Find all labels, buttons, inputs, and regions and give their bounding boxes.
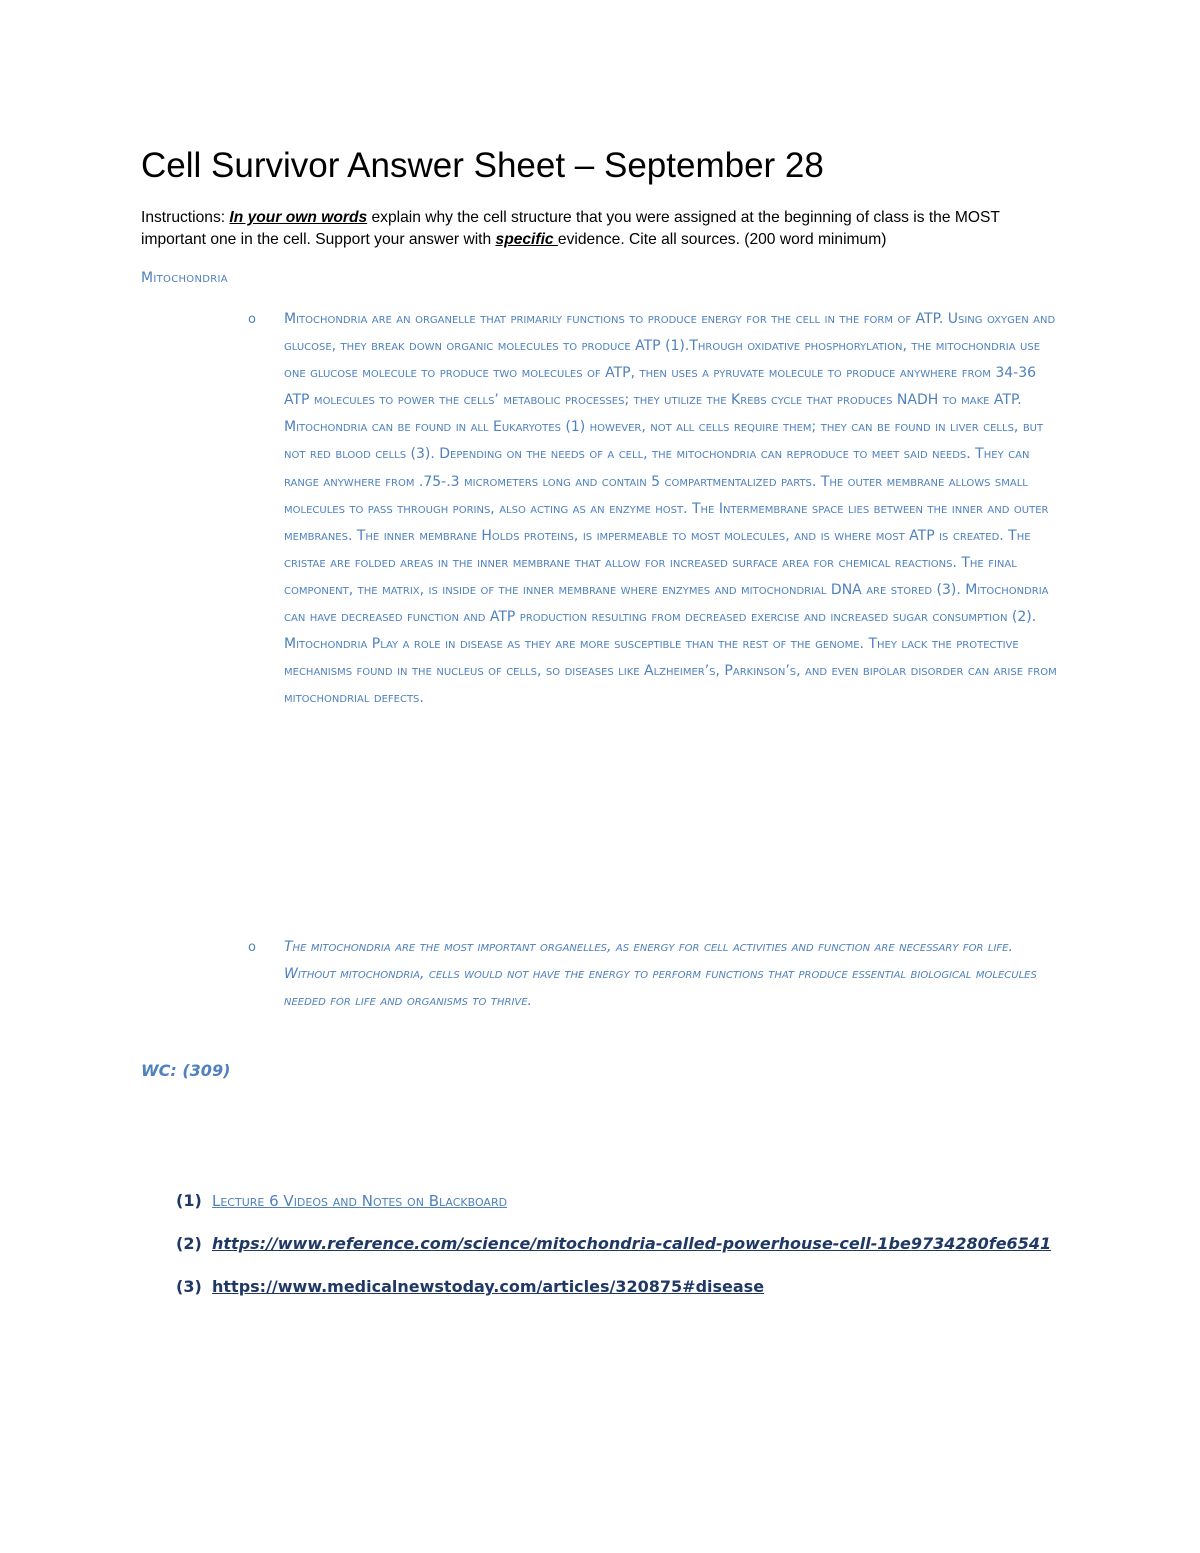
source-number: (2) (176, 1234, 202, 1253)
answer-paragraph-1: Mitochondria are an organelle that primarily functions to produce energy for the cell in the form of ATP. Using oxygen and glucose, they break down organic molecules to produce ATP (1).Through oxidative phosphorylation, the mitochondria use one glucose molecule to produce two molecules of ATP, then uses a pyruvate molecule to produce anywhere from 34-36 ATP molecules to power the cells’ metabolic processes; they utilize the Krebs cycle that produces NADH to make ATP. Mitochondria can be found in all Eukaryotes (1) however, not all cells require them; they can be found in liver cells, but not red blood cells (3). Depending on the needs of a cell, the mitochondria can reproduce to meet said needs. They can range anywhere from .75-.3 micrometers long and contain 5 compartmentalized parts. The outer membrane allows small molecules to pass through porins, also acting as an enzyme host. The Intermembrane space lies between the inner and outer membranes. The inner membrane Holds proteins, is impermeable to most molecules, and is where most ATP is created. The cristae are folded areas in the inner membrane that allow for increased surface area for chemical reactions. The final component, the matrix, is inside of the inner membrane where enzymes and mitochondrial DNA are stored (3). Mitochondria can have decreased function and ATP production resulting from decreased exercise and increased sugar consumption (2). Mitochondria Play a role in disease as they are more susceptible than the rest of the genome. They lack the protective mechanisms found in the nucleus of cells, so diseases like Alzheimer’s, Parkinson’s, and even bipolar disorder can arise from mitochondrial defects. (284, 311, 1057, 707)
source-number: (3) (176, 1277, 202, 1296)
bullet-marker-2: o (248, 940, 256, 955)
source-link-medicalnewstoday[interactable]: https://www.medicalnewstoday.com/articles/320875#disease (212, 1277, 765, 1296)
answer-paragraph-2: The mitochondria are the most important organelles, as energy for cell activities and function are necessary for life. Without mitochondria, cells would not have the energy to perform functions that produce essential biological molecules needed for life and organisms to thrive. (284, 939, 1037, 1010)
source-item (176, 1272, 1051, 1315)
page-title: Cell Survivor Answer Sheet – September 28 (141, 146, 824, 185)
instructions-emphasis-own-words: In your own words (229, 209, 368, 226)
source-link-lecture[interactable]: Lecture 6 Videos and Notes on Blackboard (212, 1192, 508, 1210)
instructions-text-2: evidence. Cite all sources. (200 word minimum) (557, 231, 887, 248)
instructions-label: Instructions: (141, 209, 230, 226)
source-item (176, 1186, 1051, 1229)
sources-list (176, 1186, 1051, 1315)
source-link-reference[interactable]: https://www.reference.com/science/mitochondria-called-powerhouse-cell-1be9734280fe6541 (212, 1234, 1052, 1253)
source-item (176, 1229, 1051, 1272)
bullet-marker-1: o (248, 312, 256, 327)
word-count: WC: (309) (141, 1061, 231, 1080)
instructions (141, 207, 1061, 251)
instructions-emphasis-specific: specific (495, 231, 558, 248)
instructions-text-1: explain why the cell structure that you were assigned at the beginning of class is the MOST important one in the cell. Support your answer with (141, 209, 1000, 248)
section-heading: Mitochondria (141, 270, 228, 286)
source-number: (1) (176, 1191, 202, 1210)
